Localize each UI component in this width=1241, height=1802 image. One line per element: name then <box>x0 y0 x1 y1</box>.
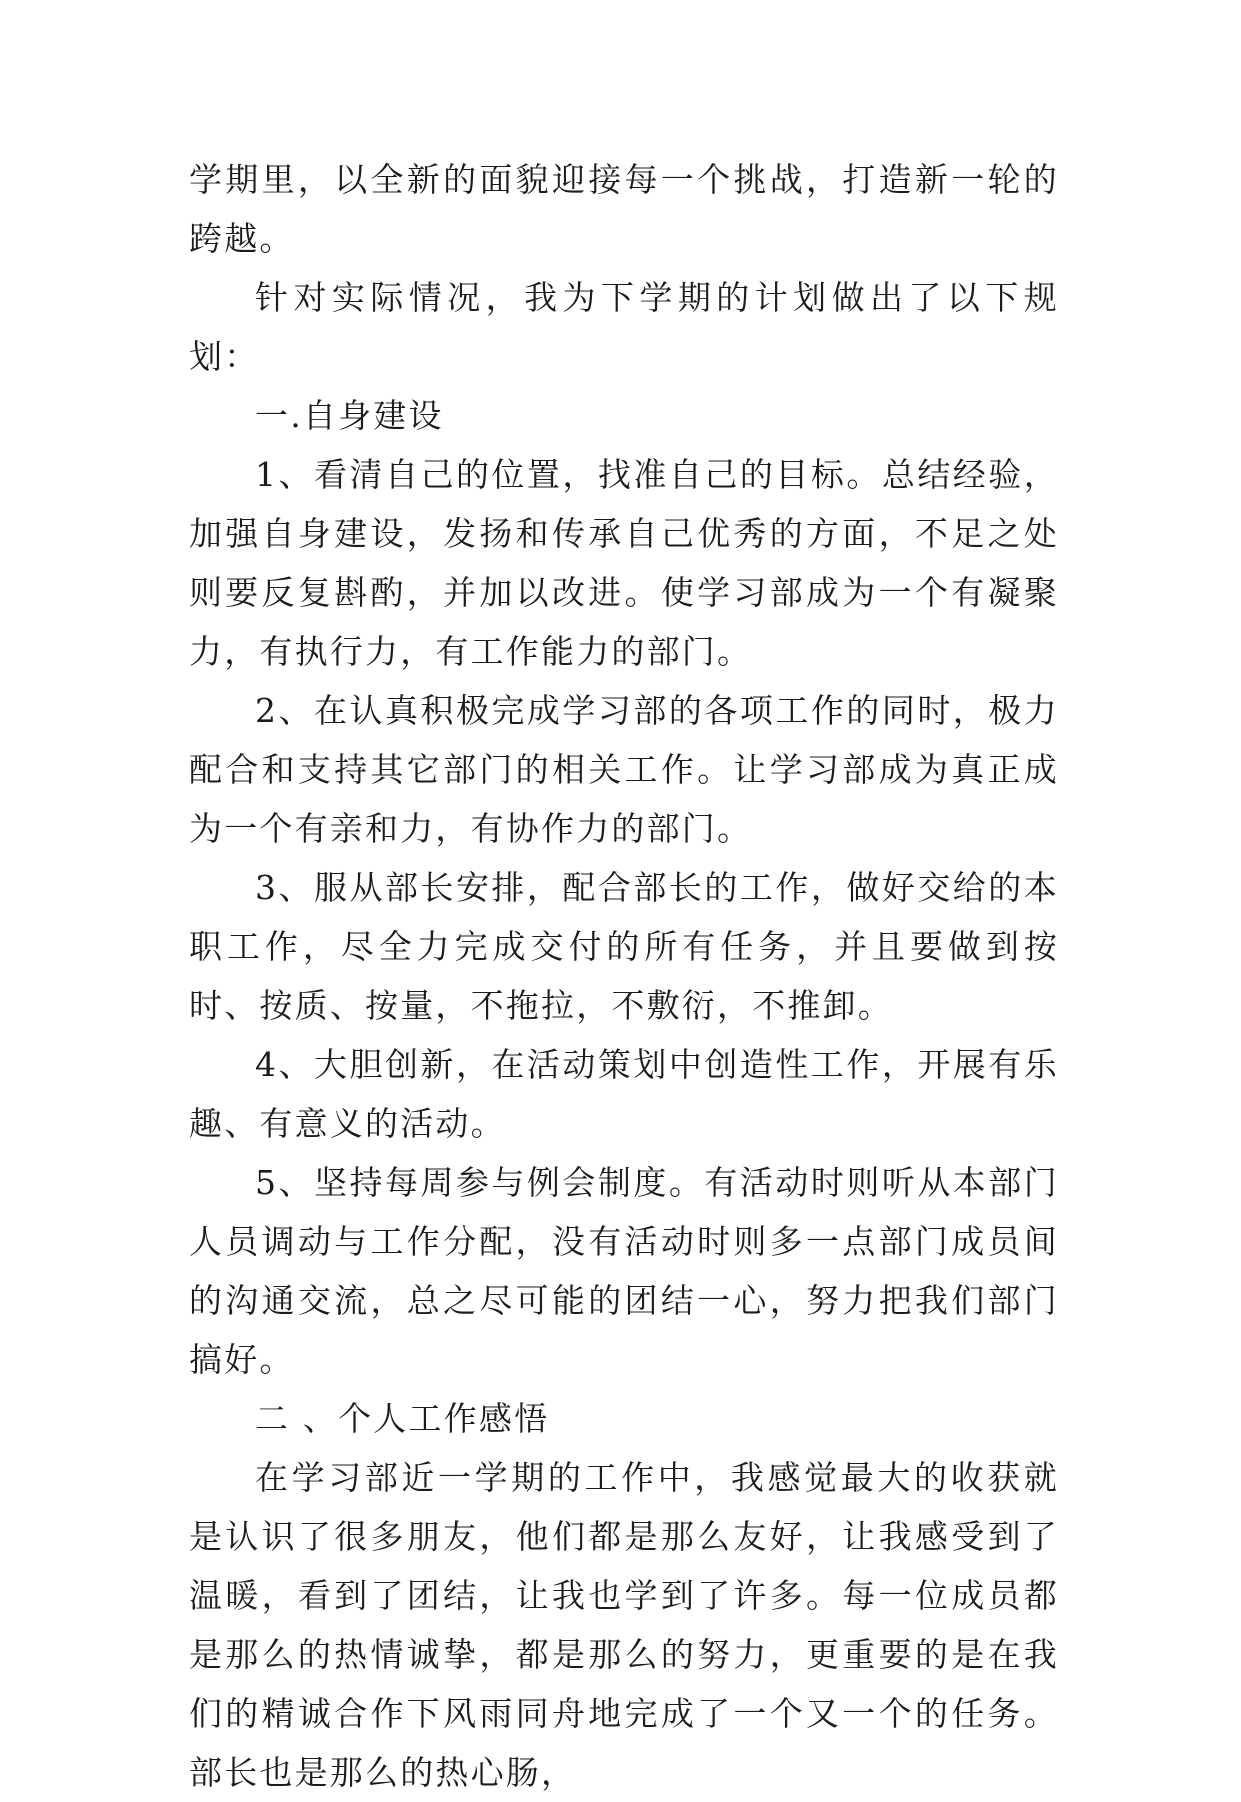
section-heading-self-building: 一.自身建设 <box>255 396 444 435</box>
paragraph-item-5: 5、坚持每周参与例会制度。有活动时则听从本部门人员调动与工作分配，没有活动时则多一点部门成员间的沟通交流，总之尽可能的团结一心，努力把我们部门搞好。 <box>189 1163 1059 1379</box>
paragraph-item-2: 2、在认真积极完成学习部的各项工作的同时，极力配合和支持其它部门的相关工作。让学习部成为真正成为一个有亲和力，有协作力的部门。 <box>189 691 1059 848</box>
paragraph-item-1: 1、看清自己的位置，找准自己的目标。总结经验，加强自身建设，发扬和传承自己优秀的方面，不足之处则要反复斟酌，并加以改进。使学习部成为一个有凝聚力，有执行力，有工作能力的部门。 <box>189 455 1059 671</box>
paragraph-item-4: 4、大胆创新，在活动策划中创造性工作，开展有乐趣、有意义的活动。 <box>189 1045 1059 1143</box>
section-heading-reflection: 二 、个人工作感悟 <box>255 1399 550 1438</box>
paragraph-plan-intro: 针对实际情况，我为下学期的计划做出了以下规划： <box>189 278 1059 376</box>
paragraph-item-3: 3、服从部长安排，配合部长的工作，做好交给的本职工作，尽全力完成交付的所有任务，并且要做到按时、按质、按量，不拖拉，不敷衍，不推卸。 <box>189 868 1059 1025</box>
paragraph-continuation: 学期里，以全新的面貌迎接每一个挑战，打造新一轮的跨越。 <box>189 160 1059 258</box>
paragraph-reflection: 在学习部近一学期的工作中，我感觉最大的收获就是认识了很多朋友，他们都是那么友好，让我感受到了温暖，看到了团结，让我也学到了许多。每一位成员都是那么的热情诚挚，都是那么的努力，更重要的是在我们的精诚合作下风雨同舟地完成了一个又一个的任务。部长也是那么的热心肠， <box>189 1458 1059 1792</box>
document-body <box>189 150 1059 1802</box>
